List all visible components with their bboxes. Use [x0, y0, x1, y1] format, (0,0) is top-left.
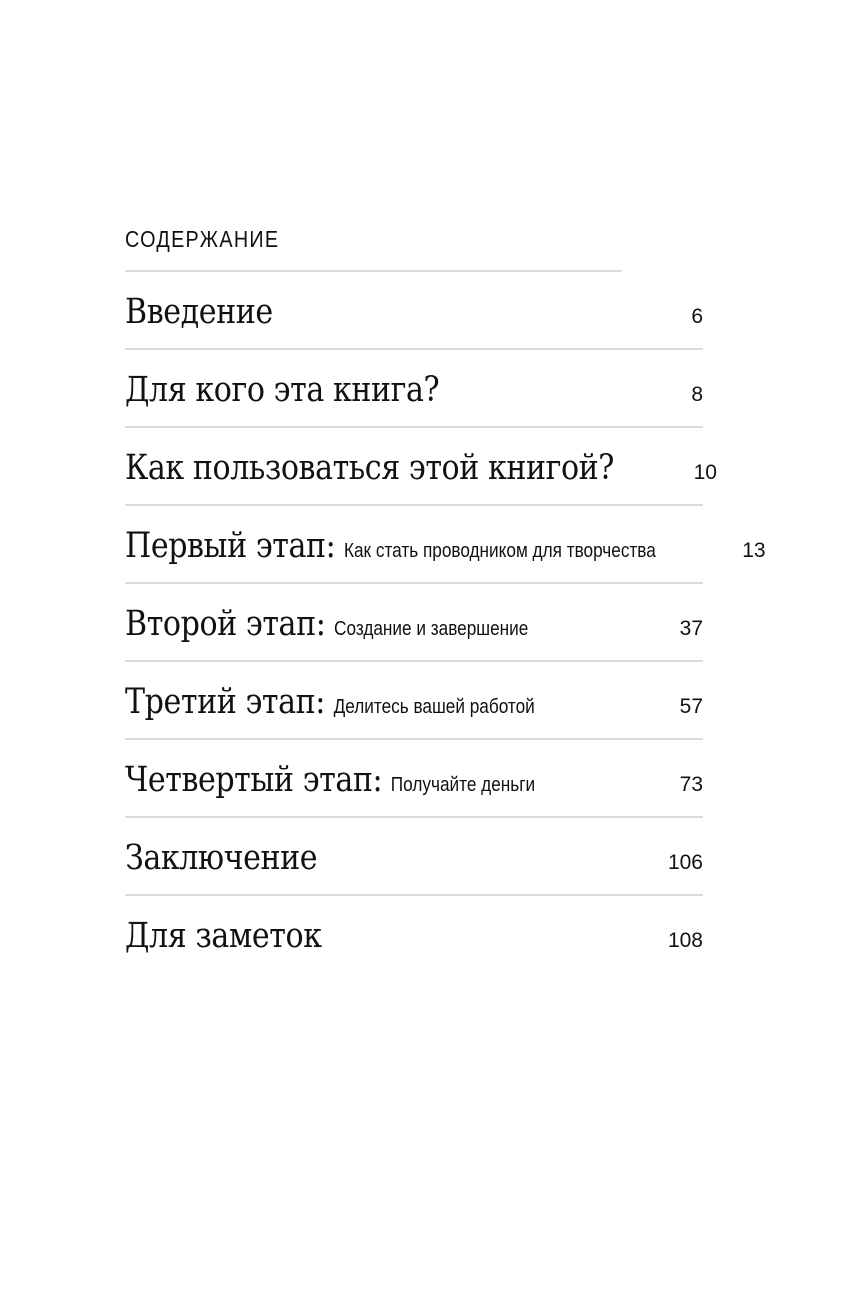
toc-entry-title: Заключение — [125, 838, 318, 878]
toc-entry-stage-two[interactable] — [125, 584, 703, 662]
table-of-contents — [125, 222, 766, 972]
toc-entry-page: 108 — [667, 929, 703, 952]
toc-entry-title-group — [125, 662, 535, 722]
toc-entry-subtitle: Как стать проводником для творчества — [343, 540, 656, 562]
toc-entry-title: Введение — [125, 292, 273, 332]
toc-entry-title-group — [125, 818, 317, 878]
toc-heading: СОДЕРЖАНИЕ — [125, 222, 622, 272]
toc-entry-stage-four[interactable] — [125, 740, 703, 818]
toc-entry-stage-three[interactable] — [125, 662, 703, 740]
toc-entry-title-group — [125, 740, 535, 800]
toc-entry-title-group — [125, 272, 273, 332]
toc-entry-title-group — [125, 584, 528, 644]
toc-entry-page: 57 — [679, 695, 703, 718]
toc-entry-title: Второй этап: — [125, 604, 326, 644]
toc-entry-title: Четвертый этап: — [125, 760, 383, 800]
toc-entry-title-group — [125, 428, 614, 488]
toc-entry-audience[interactable] — [125, 350, 703, 428]
toc-entry-page: 106 — [667, 851, 703, 874]
toc-entry-subtitle: Делитесь вашей работой — [333, 696, 535, 718]
toc-entry-introduction[interactable] — [125, 272, 703, 350]
toc-entry-title: Для заметок — [125, 916, 322, 956]
toc-entry-title: Первый этап: — [125, 526, 336, 566]
toc-entry-title: Третий этап: — [125, 682, 326, 722]
toc-entry-title-group — [125, 350, 439, 410]
toc-entry-conclusion[interactable] — [125, 818, 703, 896]
toc-entry-title-group — [125, 506, 656, 566]
toc-entry-title-group — [125, 896, 322, 956]
toc-entry-page: 73 — [679, 773, 703, 796]
toc-entry-how-to-use[interactable] — [125, 428, 717, 506]
toc-entry-notes[interactable] — [125, 896, 703, 972]
toc-entry-title: Как пользоваться этой книгой? — [125, 448, 615, 488]
toc-entry-page: 6 — [691, 305, 703, 328]
toc-entry-page: 10 — [693, 461, 717, 484]
toc-entry-page: 8 — [691, 383, 703, 406]
toc-entry-page: 37 — [679, 617, 703, 640]
toc-entry-subtitle: Получайте деньги — [390, 774, 536, 796]
toc-entry-stage-one[interactable] — [125, 506, 766, 584]
toc-entry-subtitle: Создание и завершение — [334, 618, 529, 640]
toc-entry-page: 13 — [742, 539, 766, 562]
toc-entry-title: Для кого эта книга? — [125, 370, 440, 410]
